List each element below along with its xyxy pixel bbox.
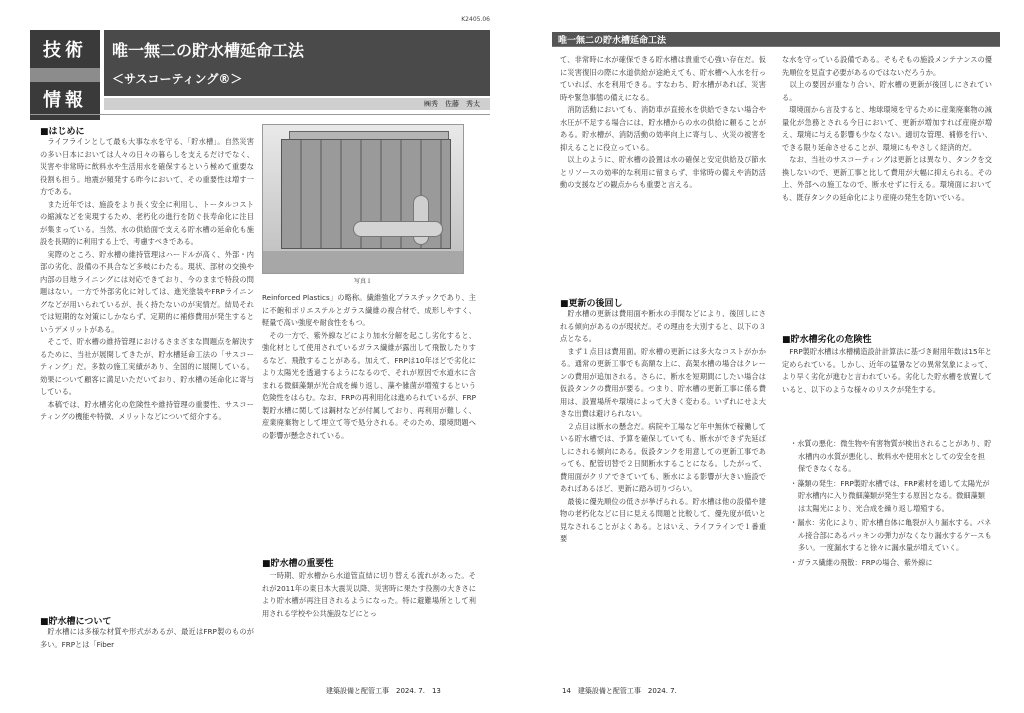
section-heading-importance: ■貯水槽の重要性 [262,559,334,569]
category-label-top: 技術 [43,40,87,61]
category-block [30,30,100,120]
risk-list [790,438,992,670]
section-text-intro: ライフラインとして最も大事な水を守る、「貯水槽」。自然災害の多い日本においては人々の日々の暮らしを支えるだけでなく、災害や非常時に飲料水や生活用水を確保するという極めて重要な役割も担う。地震が頻発する昨今において、その重要性は増す一方である。 また近年では、施設をより長く安全に利用し、トータルコストの縮減などを実現するため、老朽化の進行を防ぐ長寿命化に注目が集まっている。当然、水の供給面で支える貯水槽の延命化も施設を長期的に利用する上で、考慮すべきである。 実際のところ、貯水槽の維持管理はハードルが高く、外部・内部の劣化、設備の不具合など多岐にわたる。現状、部材の交換や内部の目地ライニングには対応できており、今のままで特段の問題はない。一方で外部劣化に対しては、進光塗装やFRPライニングなどが用いられているが、長く持たないのが実情だ。結局それでは短期的な対策にしかならず、定期的に補修費用が発生するというデメリットがある。 そこで、貯水槽の維持管理におけるさまざまな問題点を解決するために、当社が展開してきたが、貯水槽延命工法の「サスコーティング」だ。多数の施工実績があり、全国的に展開している。効果について顧客に満足いただいており、貯水槽の延命化に寄与している。 本稿では、貯水槽劣化の危険性や維持管理の重要性、サスコーティングの機能や特徴、メリットなどについて紹介する。 [40,137,254,421]
author-name: ㈱秀 佐藤 秀太 [424,100,480,108]
section-heading-intro: ■はじめに [40,127,85,137]
section-text-importance: 一時期、貯水槽から水道管直結に切り替える流れがあった。それが2011年の東日本大震災以降、災害時に果たす役割の大きさにより貯水槽が再注目されるようになった。特に避難場所として利用される学校や公共施設などにとっ [262,571,476,618]
water-tank-photo [262,124,464,274]
article-title-band [104,30,490,96]
right-col2-text: な水を守っている設備である。そもそもの施設メンテナンスの優先順位を見直す必要があるのではないだろうか。 以上の要因が重なり合い、貯水槽の更新が後回しにされている。 環境面から言及すると、地球環境を守るために産業廃棄物の減量化が急務とされる今日において、更新が増加すれば産廃が増え、環境に与える影響も少なくない。適切な管理、補修を行い、できる限り延命させることが、環境にもやさしく経済的だ。 なお、当社のサスコーティングは更新とは異なり、タンクを交換しないので、更新工事と比して費用が大幅に抑えられる。その上、外部への施工なので、断水せずに行える。環境面においても、既存タンクの延命化により産廃の発生を防いでいる。 [782,55,992,202]
section-heading-risk: ■貯水槽劣化の危険性 [782,335,872,345]
column2-text: Reinforced Plastics」の略称。繊維強化プラスチックであり、主に不飽和ポリエステルとガラス繊維の複合材で、成形しやすく、軽量で高い強度や耐食性をもつ。 その一方で、紫外線などにより加水分解を起こし劣化すると、強化材として使用されているガラス繊維が露出して飛散したりするなど、飛散することがある。加えて、FRPは10年ほどで劣化により太陽光を透過するようになるので、それが原因で水道水に含まれる微細藻類が光合成を繰り返し、藻や雑菌が増殖するという危険性をはらむ。なお、FRPの再利用化は進められているが、FRP製貯水槽に関しては鋼材などが付属しており、再利用が難しく、産業廃棄物として埋立て等で処分される。そのため、環境問題への影響が懸念されている。 [262,293,476,440]
photo-caption: 写真１ [353,278,372,285]
article-subtitle: ＜サスコーティング®＞ [112,72,243,86]
risk-item-water-quality: ・水質の悪化：微生物や有害物質が検出されることがあり、貯水槽内の水質が悪化し、飲料水や使用水としての安全を担保できなくなる。 [790,439,992,473]
tank-pipe [353,221,443,237]
section-text-risk: FRP製貯水槽は水槽構造設計計算法に基づき耐用年数は15年と定められている。しかし、近年の猛暑などの異常気象によって、より早く劣化が進むと言われている。劣化した貯水槽を放置していると、以下のような様々のリスクが発生する。 [782,347,992,394]
article-title: 唯一無二の貯水槽延命工法 [112,41,305,60]
running-rule [552,46,1000,47]
running-title-bar [552,32,1000,46]
document-code: K2405.06 [461,16,490,23]
category-label-bottom: 情報 [43,90,87,111]
header-rule [30,114,490,115]
ground [263,251,464,273]
risk-item-fiber: ・ガラス繊維の飛散：FRPの場合、紫外線に [790,557,933,567]
page-footer-left: 建築設備と配管工事 2024. 7. 13 [326,687,441,695]
risk-item-algae: ・藻類の発生：FRP製貯水槽では、FRP素材を通して太陽光が貯水槽内に入り微細藻類が発生する原因となる。微細藻類は太陽光により、光合成を繰り返し増殖する。 [790,478,990,513]
left-page [30,10,490,700]
section-heading-tank: ■貯水槽について [40,617,112,627]
section-heading-renewal: ■更新の後回し [560,299,623,309]
risk-item-leak: ・漏水：劣化により、貯水槽自体に亀裂が入り漏水する。パネル接合部にあるパッキンの弾力がなくなり漏水するケースも多い。一度漏水すると徐々に漏水量が増えていく。 [790,518,992,552]
tank-pipe-vertical [413,195,429,245]
running-title: 唯一無二の貯水槽延命工法 [558,36,667,46]
page-footer-right: 14 建築設備と配管工事 2024. 7. [562,687,677,695]
section-text-tank: 貯水槽には多様な材質や形式があるが、最近はFRP製のものが多い。FRPとは「Fiber [40,627,254,649]
right-page [552,10,1000,700]
category-divider [30,68,100,82]
author-bar [104,98,490,110]
right-col1-text: て、非常時に水が確保できる貯水槽は貴重で心強い存在だ。仮に災害復旧の際に水道供給が途絶えても、貯水槽へ入水を行っていれば、水を利用できる。すなわち、貯水槽があれば、災害時や緊急事態の備えになる。 消防活動においても、消防車が直接水を供給できない場合や水圧が不足する場合には、貯水槽からの水の供給に頼ることがある。貯水槽が、消防活動の効率向上に寄与し、火災の被害を抑えることに役立っている。 以上のように、貯水槽の設置は水の確保と安定供給及び節水とリソースの効率的な利用に留まらず、非常時の備えや消防活動の支援などの観点からも重要と言える。 [560,55,766,189]
section-text-renewal: 貯水槽の更新は費用面や断水の手間などにより、後回しにされる傾向があるのが現状だ。その理由を大別すると、以下の３点となる。 まず１点目は費用面。貯水槽の更新には多大なコストがかかる。通常の更新工事でも高額な上に、高架水槽の場合はクレーンの費用が追加される。さらに、断水を短期間にしたい場合は仮設タンクの費用が要る。つまり、貯水槽の更新工事に係る費用は、設置場所や環境によって大きく変わる。いずれにせよ大きな出費は避けられない。 ２点目は断水の懸念だ。病院や工場など年中無休で稼働している貯水槽では、予算を確保していても、断水ができず先延ばしにされる傾向にある。仮設タンクを用意しての更新工事であっても、配管切替で２日間断水することになる。したがって、費用面がクリアできていても、断水による影響が大きい施設であればあるほど、更新に踏み切りづらい。 最後に優先順位の低さが挙げられる。貯水槽は他の設備や建物の老朽化などに目に見える問題と比較して、優先度が低いと見なされることがよくある。とはいえ、ライフラインで１番重要 [560,309,766,543]
